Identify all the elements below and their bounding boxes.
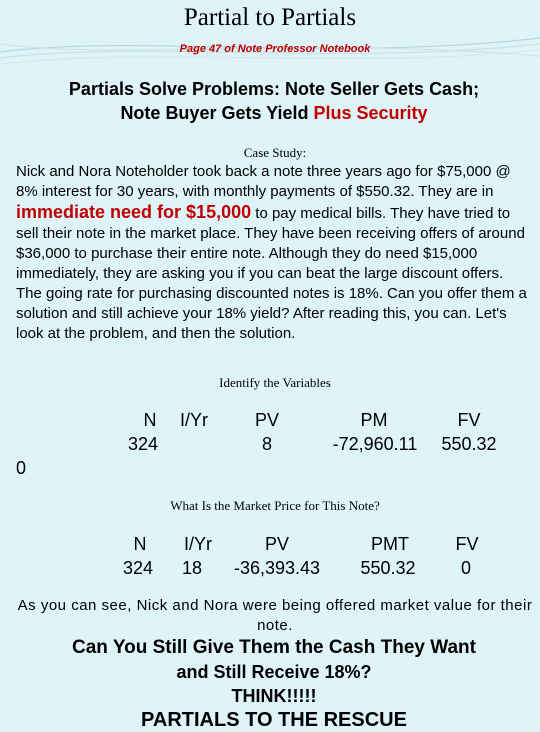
mkt-value-n: 324 bbox=[122, 558, 154, 578]
conclusion-questions bbox=[0, 636, 540, 732]
case-study-body: to pay medical bills. They have tried to sell their note in the market place. They have been receiving offers of around $36,000 to purchase their entire note. Although they do need $15,000 immediately, they are asking you if you can beat the large discount offers. The going rate for purchasing discounted notes is 18%. Can you offer them a solution and still achieve your 18% yield? After reading this, you can. Let's look at the problem, and then the solution. bbox=[16, 205, 527, 342]
main-headline bbox=[0, 77, 540, 125]
mkt-value-pmt: 550.32 bbox=[360, 558, 416, 578]
headline-highlight: Plus Security bbox=[313, 103, 428, 123]
page-title: Partial to Partials bbox=[183, 4, 357, 31]
var-value-fv: 550.32 bbox=[441, 434, 497, 454]
market-heading: What Is the Market Price for This Note? bbox=[170, 498, 380, 513]
case-study-intro: Nick and Nora Noteholder took back a note three years ago for $75,000 @ 8% interest for 30 years, with monthly payments of $550.32. They are in bbox=[16, 163, 511, 200]
var-value-n: 324 bbox=[127, 434, 159, 454]
cut-off-heading: PARTIALS TO THE RESCUE bbox=[141, 709, 407, 731]
conclusion-text: As you can see, Nick and Nora were being offered market value for their note. bbox=[17, 597, 533, 634]
question-line-1: Can You Still Give Them the Cash They Want bbox=[72, 637, 476, 658]
var-label-fv: FV bbox=[457, 410, 481, 430]
mkt-label-pmt: PMT bbox=[371, 534, 409, 554]
var-value-pv: 8 bbox=[261, 434, 272, 454]
page-subtitle: Page 47 of Note Professor Notebook bbox=[179, 43, 371, 55]
mkt-value-pv: -36,393.43 bbox=[233, 558, 321, 578]
mkt-label-pv: PV bbox=[264, 534, 289, 554]
variables-heading: Identify the Variables bbox=[219, 375, 331, 390]
case-study-heading: Case Study: bbox=[243, 145, 307, 160]
think-line: THINK!!!!! bbox=[231, 686, 317, 706]
headline-line-2 bbox=[0, 101, 540, 125]
case-study-highlight: immediate need for $15,000 bbox=[16, 202, 252, 222]
var-label-pv: PV bbox=[254, 410, 279, 430]
var-label-iyr: I/Yr bbox=[179, 410, 208, 430]
case-study-paragraph bbox=[16, 162, 528, 344]
mkt-label-iyr: I/Yr bbox=[183, 534, 212, 554]
mkt-value-fv: 0 bbox=[460, 558, 471, 578]
var-label-n: N bbox=[143, 410, 157, 430]
headline-line-1: Partials Solve Problems: Note Seller Gets Cash; bbox=[68, 79, 480, 99]
mkt-value-iyr: 18 bbox=[181, 558, 203, 578]
headline-line-2-text: Note Buyer Gets Yield bbox=[120, 103, 314, 123]
variables-trailing-value: 0 bbox=[16, 458, 27, 478]
mkt-label-n: N bbox=[133, 534, 147, 554]
var-label-pm: PM bbox=[360, 410, 388, 430]
mkt-label-fv: FV bbox=[455, 534, 479, 554]
var-value-pm: -72,960.11 bbox=[332, 434, 418, 454]
question-line-2: and Still Receive 18%? bbox=[176, 662, 372, 682]
